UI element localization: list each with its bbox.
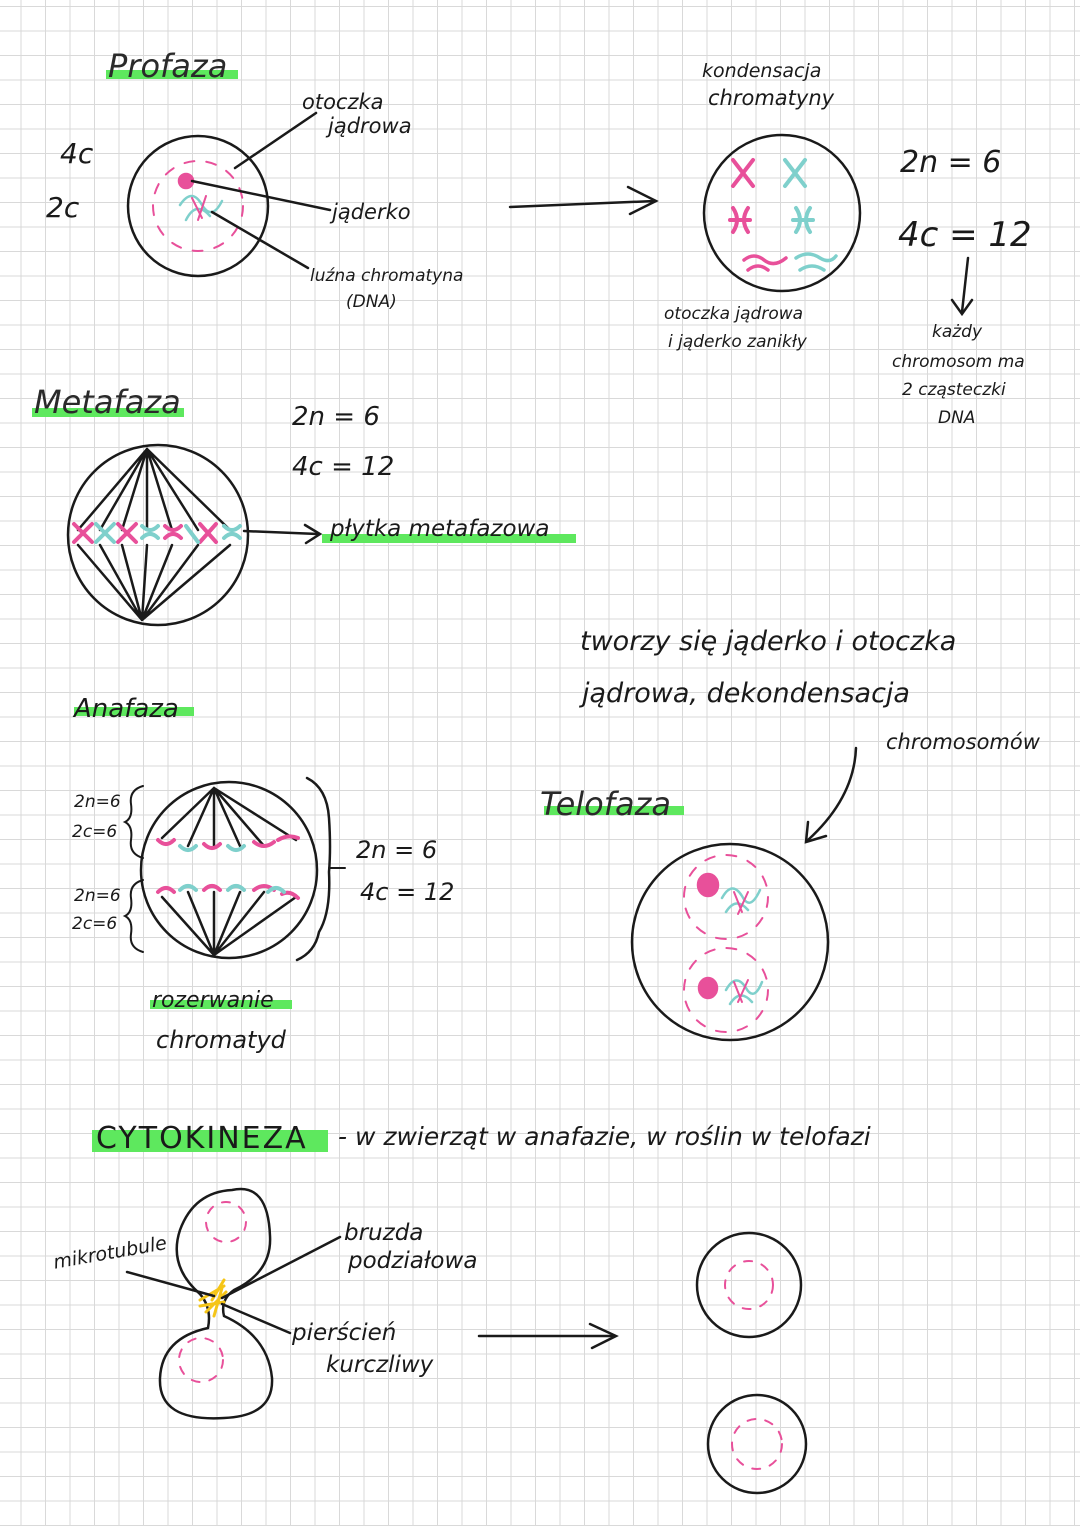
- kondensacja-label-1: kondensacja: [702, 60, 822, 82]
- mikrotubule-label: mikrotubule: [51, 1232, 169, 1274]
- telofaza-cell: [632, 844, 828, 1040]
- kondensacja-cell: [704, 135, 860, 291]
- anafaza-bot-n: 2n=6: [74, 886, 121, 906]
- profaza-2c: 2c: [46, 191, 80, 224]
- kazdy-arrow: [952, 258, 972, 314]
- cytokineza-title: CYTOKINEZA: [96, 1121, 308, 1156]
- bruzda-2: podziałowa: [348, 1248, 478, 1274]
- telofaza-title: Telofaza: [540, 785, 672, 823]
- bruzda-1: bruzda: [344, 1220, 424, 1246]
- chromatyna-label-1: luźna chromatyna: [310, 266, 464, 286]
- profaza-arrow: [510, 187, 656, 214]
- metafaza-2n: 2n = 6: [292, 402, 380, 432]
- cytokineza-cell: [127, 1189, 806, 1493]
- anafaza-title: Anafaza: [74, 694, 179, 724]
- kondensacja-label-2: chromatyny: [708, 86, 835, 110]
- otoczka-zanikly-2: i jąderko zanikły: [668, 332, 807, 352]
- rozerwanie-2: chromatyd: [156, 1026, 286, 1054]
- profaza-4c12: 4c = 12: [898, 215, 1032, 255]
- profaza-2n: 2n = 6: [900, 145, 1002, 180]
- kazdy-1: każdy: [932, 322, 983, 342]
- pierscien-1: pierścień: [292, 1320, 397, 1346]
- anafaza-cell: [125, 778, 345, 960]
- telofaza-note-1: tworzy się jąderko i otoczka: [580, 626, 957, 657]
- anafaza-right-c: 4c = 12: [360, 878, 455, 906]
- metafaza-title: Metafaza: [34, 383, 181, 421]
- otoczka-zanikly-1: otoczka jądrowa: [664, 304, 804, 324]
- jaderko-label: jąderko: [332, 200, 411, 224]
- telofaza-note-3: chromosomów: [886, 730, 1040, 754]
- plytka-label: płytka metafazowa: [330, 516, 550, 542]
- otoczka-label-1: otoczka: [302, 90, 384, 114]
- telofaza-note-2: jądrowa, dekondensacja: [582, 678, 910, 709]
- profaza-title: Profaza: [108, 47, 228, 85]
- metafaza-4c: 4c = 12: [292, 452, 395, 482]
- anafaza-bot-c: 2c=6: [72, 914, 118, 934]
- profaza-4c: 4c: [60, 137, 94, 170]
- kazdy-4: DNA: [938, 408, 976, 428]
- pierscien-2: kurczliwy: [326, 1352, 434, 1378]
- rozerwanie-1: rozerwanie: [152, 988, 274, 1013]
- kazdy-3: 2 cząsteczki: [902, 380, 1006, 400]
- telofaza-arrow: [806, 748, 856, 842]
- metafaza-cell: [68, 445, 320, 625]
- anafaza-top-n: 2n=6: [74, 792, 121, 812]
- otoczka-label-2: jądrowa: [328, 114, 412, 138]
- anafaza-right-n: 2n = 6: [356, 836, 438, 864]
- kazdy-2: chromosom ma: [892, 352, 1025, 372]
- chromatyna-label-2: (DNA): [346, 292, 397, 312]
- cytokineza-desc: - w zwierząt w anafazie, w roślin w telofazi: [338, 1122, 871, 1151]
- profaza-cell: [128, 113, 330, 276]
- anafaza-top-c: 2c=6: [72, 822, 118, 842]
